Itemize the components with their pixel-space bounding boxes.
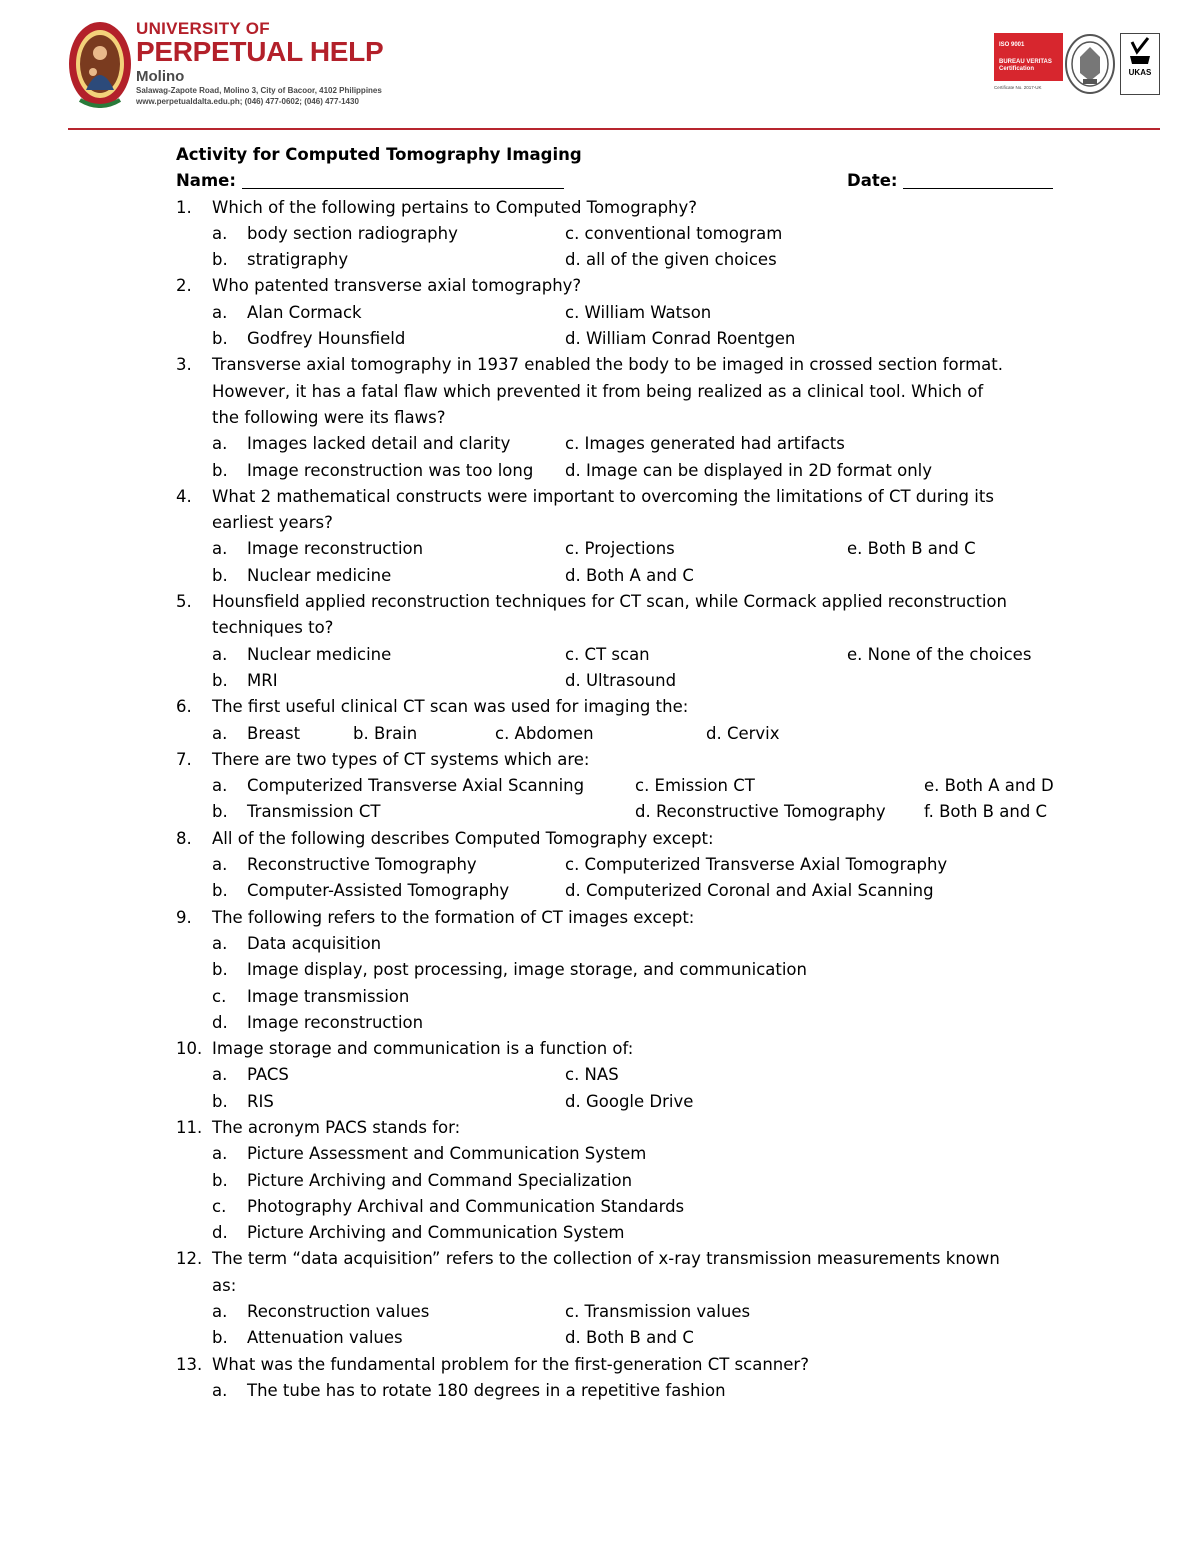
answer-option: c. Computerized Transverse Axial Tomography bbox=[565, 855, 948, 875]
answer-option: c. CT scan bbox=[565, 644, 650, 664]
option-letter: c. bbox=[212, 1196, 227, 1216]
question-text: The term “data acquisition” refers to the collection of x-ray transmission measurements known bbox=[212, 1249, 1000, 1269]
university-header bbox=[136, 20, 436, 107]
question-line bbox=[176, 905, 1076, 931]
question-item bbox=[176, 1246, 1076, 1351]
option-row bbox=[176, 1194, 1076, 1220]
answer-option: RIS bbox=[247, 1091, 274, 1111]
question-item bbox=[176, 905, 1076, 1036]
question-item bbox=[176, 747, 1076, 826]
question-line bbox=[176, 747, 1076, 773]
question-line bbox=[176, 589, 1076, 615]
question-number: 12. bbox=[176, 1249, 203, 1269]
ukas-accreditation bbox=[1120, 33, 1160, 95]
option-letter: b. bbox=[212, 329, 228, 349]
question-line bbox=[176, 826, 1076, 852]
option-row bbox=[176, 878, 1076, 904]
answer-option: Reconstructive Tomography bbox=[247, 855, 477, 875]
option-row bbox=[176, 326, 1076, 352]
option-row bbox=[176, 957, 1076, 983]
question-item bbox=[176, 1115, 1076, 1246]
option-letter: a. bbox=[212, 933, 228, 953]
answer-option: Image reconstruction bbox=[247, 539, 424, 559]
option-row bbox=[176, 1010, 1076, 1036]
question-list bbox=[176, 195, 1076, 1405]
option-letter: a. bbox=[212, 434, 228, 454]
question-text: However, it has a fatal flaw which prevented it from being realized as a clinical tool. Which of bbox=[212, 381, 984, 401]
answer-option: Image display, post processing, image storage, and communication bbox=[247, 960, 807, 980]
answer-option: c. conventional tomogram bbox=[565, 223, 783, 243]
question-item bbox=[176, 273, 1076, 352]
question-line bbox=[176, 1246, 1076, 1272]
bureau-veritas-seal-icon bbox=[1064, 33, 1116, 95]
cert-number: Certificate No. 2017-UK bbox=[994, 85, 1042, 90]
option-row bbox=[176, 721, 1076, 747]
answer-option: d. Reconstructive Tomography bbox=[635, 802, 886, 822]
question-item bbox=[176, 195, 1076, 274]
answer-option: e. Both A and D bbox=[924, 776, 1054, 796]
option-letter: a. bbox=[212, 855, 228, 875]
option-row bbox=[176, 773, 1076, 799]
bureau-veritas-cert bbox=[994, 33, 1063, 81]
date-blank[interactable] bbox=[903, 170, 1053, 189]
question-line bbox=[176, 694, 1076, 720]
question-number: 8. bbox=[176, 828, 192, 848]
answer-option: c. Transmission values bbox=[565, 1302, 751, 1322]
option-letter: b. bbox=[212, 250, 228, 270]
answer-option: body section radiography bbox=[247, 223, 458, 243]
question-line bbox=[176, 615, 1076, 641]
question-line bbox=[176, 510, 1076, 536]
answer-option: d. Google Drive bbox=[565, 1091, 694, 1111]
option-letter: b. bbox=[212, 1091, 228, 1111]
option-letter: d. bbox=[212, 1012, 228, 1032]
option-letter: a. bbox=[212, 644, 228, 664]
answer-option: c. Projections bbox=[565, 539, 675, 559]
answer-option: Image reconstruction bbox=[247, 1012, 424, 1032]
name-date-row bbox=[176, 168, 1076, 194]
option-letter: a. bbox=[212, 1144, 228, 1164]
option-row bbox=[176, 431, 1076, 457]
answer-option: Computerized Transverse Axial Scanning bbox=[247, 776, 585, 796]
answer-option: d. Cervix bbox=[706, 723, 780, 743]
option-row bbox=[176, 799, 1076, 825]
activity-document bbox=[176, 142, 1076, 1404]
answer-option: Reconstruction values bbox=[247, 1302, 430, 1322]
question-text: Image storage and communication is a function of: bbox=[212, 1039, 634, 1059]
answer-option: c. Images generated had artifacts bbox=[565, 434, 845, 454]
question-text: Who patented transverse axial tomography? bbox=[212, 276, 582, 296]
question-item bbox=[176, 484, 1076, 589]
option-row bbox=[176, 1168, 1076, 1194]
question-line bbox=[176, 352, 1076, 378]
option-row bbox=[176, 300, 1076, 326]
option-row bbox=[176, 1325, 1076, 1351]
question-line bbox=[176, 1273, 1076, 1299]
option-row bbox=[176, 1141, 1076, 1167]
option-letter: a. bbox=[212, 776, 228, 796]
option-row bbox=[176, 931, 1076, 957]
question-text: The acronym PACS stands for: bbox=[212, 1117, 461, 1137]
checkmark-crown-icon bbox=[1121, 34, 1159, 68]
option-letter: a. bbox=[212, 302, 228, 322]
option-row bbox=[176, 668, 1076, 694]
question-item bbox=[176, 1036, 1076, 1115]
answer-option: c. Emission CT bbox=[635, 776, 755, 796]
question-line bbox=[176, 195, 1076, 221]
university-name-line1: UNIVERSITY OF bbox=[136, 19, 270, 38]
question-item bbox=[176, 694, 1076, 747]
question-text: There are two types of CT systems which are: bbox=[212, 749, 590, 769]
date-field[interactable] bbox=[847, 168, 1053, 194]
question-line bbox=[176, 273, 1076, 299]
option-letter: b. bbox=[212, 1170, 228, 1190]
question-number: 1. bbox=[176, 197, 192, 217]
answer-option: Images lacked detail and clarity bbox=[247, 434, 511, 454]
answer-option: Computer-Assisted Tomography bbox=[247, 881, 510, 901]
answer-option: c. NAS bbox=[565, 1065, 619, 1085]
option-letter: b. bbox=[212, 460, 228, 480]
question-text: as: bbox=[212, 1275, 237, 1295]
option-row bbox=[176, 1062, 1076, 1088]
answer-option: Alan Cormack bbox=[247, 302, 362, 322]
answer-option: Photography Archival and Communication Standards bbox=[247, 1196, 685, 1216]
answer-option: c. William Watson bbox=[565, 302, 712, 322]
question-number: 6. bbox=[176, 697, 192, 717]
question-number: 10. bbox=[176, 1039, 203, 1059]
answer-option: d. Computerized Coronal and Axial Scanning bbox=[565, 881, 934, 901]
question-line bbox=[176, 1115, 1076, 1141]
question-line bbox=[176, 379, 1076, 405]
answer-option: d. Both A and C bbox=[565, 565, 694, 585]
answer-option: Image reconstruction was too long bbox=[247, 460, 534, 480]
answer-option: Breast bbox=[247, 723, 301, 743]
question-number: 9. bbox=[176, 907, 192, 927]
option-letter: b. bbox=[212, 881, 228, 901]
header-divider bbox=[68, 128, 1160, 130]
university-seal-logo bbox=[68, 20, 132, 108]
answer-option: c. Abdomen bbox=[495, 723, 594, 743]
question-number: 4. bbox=[176, 486, 192, 506]
option-row bbox=[176, 536, 1076, 562]
option-row bbox=[176, 1220, 1076, 1246]
option-row bbox=[176, 1089, 1076, 1115]
question-text: earliest years? bbox=[212, 513, 333, 533]
cert-label: Certification bbox=[999, 66, 1035, 72]
question-text: All of the following describes Computed Tomography except: bbox=[212, 828, 714, 848]
option-row bbox=[176, 563, 1076, 589]
answer-option: b. Brain bbox=[353, 723, 418, 743]
question-item bbox=[176, 1352, 1076, 1405]
answer-option: Picture Assessment and Communication System bbox=[247, 1144, 647, 1164]
option-letter: a. bbox=[212, 1302, 228, 1322]
option-letter: b. bbox=[212, 1328, 228, 1348]
question-text: What 2 mathematical constructs were important to overcoming the limitations of CT during its bbox=[212, 486, 994, 506]
question-text: The first useful clinical CT scan was used for imaging the: bbox=[212, 697, 689, 717]
option-letter: b. bbox=[212, 802, 228, 822]
option-row bbox=[176, 1378, 1076, 1404]
university-address: Salawag-Zapote Road, Molino 3, City of Bacoor, 4102 Philippines bbox=[136, 86, 382, 95]
question-text: What was the fundamental problem for the first-generation CT scanner? bbox=[212, 1354, 809, 1374]
question-number: 13. bbox=[176, 1354, 203, 1374]
answer-option: e. Both B and C bbox=[847, 539, 976, 559]
option-letter: b. bbox=[212, 960, 228, 980]
answer-option: Transmission CT bbox=[247, 802, 381, 822]
answer-option: stratigraphy bbox=[247, 250, 349, 270]
cert-bureau: BUREAU VERITAS bbox=[999, 59, 1052, 65]
ukas-label: UKAS bbox=[1128, 68, 1152, 77]
question-text: The following refers to the formation of CT images except: bbox=[212, 907, 695, 927]
question-line bbox=[176, 1036, 1076, 1062]
question-text: Transverse axial tomography in 1937 enabled the body to be imaged in crossed section format. bbox=[212, 355, 1003, 375]
question-text: Hounsfield applied reconstruction techniques for CT scan, while Cormack applied reconstruction bbox=[212, 592, 1007, 612]
answer-option: f. Both B and C bbox=[924, 802, 1048, 822]
answer-option: d. William Conrad Roentgen bbox=[565, 329, 796, 349]
answer-option: The tube has to rotate 180 degrees in a repetitive fashion bbox=[247, 1380, 726, 1400]
answer-option: d. Both B and C bbox=[565, 1328, 694, 1348]
option-letter: a. bbox=[212, 223, 228, 243]
answer-option: Picture Archiving and Command Specialization bbox=[247, 1170, 633, 1190]
answer-option: Image transmission bbox=[247, 986, 410, 1006]
option-row bbox=[176, 984, 1076, 1010]
answer-option: d. Ultrasound bbox=[565, 670, 677, 690]
option-letter: a. bbox=[212, 539, 228, 559]
university-name-line2: PERPETUAL HELP bbox=[136, 36, 384, 67]
document-title: Activity for Computed Tomography Imaging bbox=[176, 145, 582, 164]
answer-option: PACS bbox=[247, 1065, 289, 1085]
question-line bbox=[176, 484, 1076, 510]
option-row bbox=[176, 247, 1076, 273]
name-blank[interactable] bbox=[242, 170, 564, 189]
name-label: Name: bbox=[176, 171, 236, 191]
question-number: 5. bbox=[176, 592, 192, 612]
question-text: the following were its flaws? bbox=[212, 407, 446, 427]
question-line bbox=[176, 1352, 1076, 1378]
question-number: 3. bbox=[176, 355, 192, 375]
option-row bbox=[176, 852, 1076, 878]
option-letter: b. bbox=[212, 565, 228, 585]
certification-badges bbox=[994, 33, 1162, 95]
answer-option: Picture Archiving and Communication System bbox=[247, 1223, 625, 1243]
question-item bbox=[176, 589, 1076, 694]
name-field[interactable] bbox=[176, 168, 564, 194]
answer-option: e. None of the choices bbox=[847, 644, 1032, 664]
option-letter: a. bbox=[212, 1065, 228, 1085]
option-letter: d. bbox=[212, 1223, 228, 1243]
answer-option: d. all of the given choices bbox=[565, 250, 777, 270]
answer-option: Godfrey Hounsfield bbox=[247, 329, 406, 349]
answer-option: Attenuation values bbox=[247, 1328, 403, 1348]
option-letter: c. bbox=[212, 986, 227, 1006]
option-letter: b. bbox=[212, 670, 228, 690]
question-text: Which of the following pertains to Computed Tomography? bbox=[212, 197, 698, 217]
option-row bbox=[176, 642, 1076, 668]
cert-iso: ISO 9001 bbox=[999, 42, 1025, 48]
answer-option: MRI bbox=[247, 670, 278, 690]
date-label: Date: bbox=[847, 171, 898, 191]
answer-option: Nuclear medicine bbox=[247, 565, 392, 585]
question-text: techniques to? bbox=[212, 618, 334, 638]
question-number: 7. bbox=[176, 749, 192, 769]
option-row bbox=[176, 1299, 1076, 1325]
question-number: 11. bbox=[176, 1117, 203, 1137]
option-letter: a. bbox=[212, 723, 228, 743]
option-row bbox=[176, 458, 1076, 484]
answer-option: d. Image can be displayed in 2D format only bbox=[565, 460, 933, 480]
option-row bbox=[176, 221, 1076, 247]
option-letter: a. bbox=[212, 1380, 228, 1400]
campus-name: Molino bbox=[136, 68, 185, 85]
question-number: 2. bbox=[176, 276, 192, 296]
question-item bbox=[176, 352, 1076, 483]
question-item bbox=[176, 826, 1076, 905]
answer-option: Data acquisition bbox=[247, 933, 382, 953]
question-line bbox=[176, 405, 1076, 431]
answer-option: Nuclear medicine bbox=[247, 644, 392, 664]
university-contact: www.perpetualdalta.edu.ph; (046) 477-0602; (046) 477-1430 bbox=[136, 97, 359, 106]
